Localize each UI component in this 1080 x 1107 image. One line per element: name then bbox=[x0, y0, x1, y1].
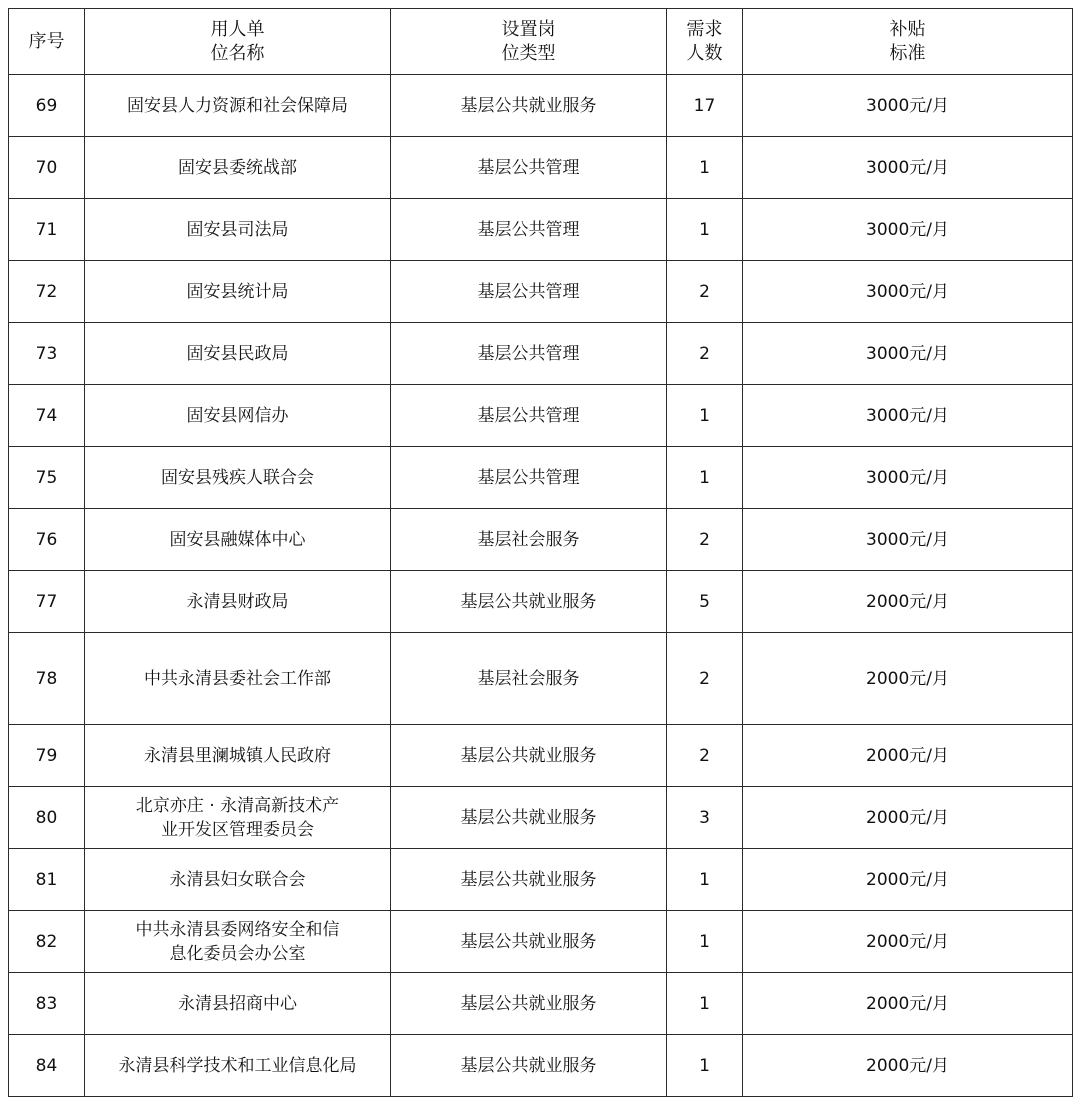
employer-name-cell: 固安县民政局 bbox=[85, 323, 391, 385]
employer-name-cell: 永清县财政局 bbox=[85, 571, 391, 633]
employer-name-cell: 固安县残疾人联合会 bbox=[85, 447, 391, 509]
table-row bbox=[9, 787, 1073, 849]
headcount-cell: 1 bbox=[667, 137, 743, 199]
position-type-cell: 基层公共就业服务 bbox=[391, 725, 667, 787]
serial-number-cell: 70 bbox=[9, 137, 85, 199]
header-position-type: 设置岗 位类型 bbox=[391, 9, 667, 75]
serial-number-cell: 69 bbox=[9, 75, 85, 137]
position-type-cell: 基层公共就业服务 bbox=[391, 1035, 667, 1097]
employer-name-cell: 固安县融媒体中心 bbox=[85, 509, 391, 571]
serial-number-cell: 75 bbox=[9, 447, 85, 509]
subsidy-cell: 2000元/月 bbox=[743, 973, 1073, 1035]
employer-name-cell: 中共永清县委网络安全和信 息化委员会办公室 bbox=[85, 911, 391, 973]
subsidy-cell: 2000元/月 bbox=[743, 849, 1073, 911]
header-headcount: 需求 人数 bbox=[667, 9, 743, 75]
serial-number-cell: 71 bbox=[9, 199, 85, 261]
headcount-cell: 2 bbox=[667, 633, 743, 725]
subsidy-cell: 2000元/月 bbox=[743, 633, 1073, 725]
table-row bbox=[9, 1035, 1073, 1097]
subsidy-cell: 2000元/月 bbox=[743, 911, 1073, 973]
position-type-cell: 基层公共管理 bbox=[391, 137, 667, 199]
header-subsidy-standard: 补贴 标准 bbox=[743, 9, 1073, 75]
headcount-cell: 1 bbox=[667, 973, 743, 1035]
serial-number-cell: 81 bbox=[9, 849, 85, 911]
position-type-cell: 基层公共就业服务 bbox=[391, 911, 667, 973]
serial-number-cell: 76 bbox=[9, 509, 85, 571]
header-employer-name: 用人单 位名称 bbox=[85, 9, 391, 75]
table-row bbox=[9, 199, 1073, 261]
job-table-sheet bbox=[8, 8, 1072, 1099]
employer-name-cell: 固安县司法局 bbox=[85, 199, 391, 261]
job-positions-table bbox=[8, 8, 1073, 1097]
subsidy-cell: 3000元/月 bbox=[743, 323, 1073, 385]
serial-number-cell: 80 bbox=[9, 787, 85, 849]
subsidy-cell: 2000元/月 bbox=[743, 571, 1073, 633]
table-row bbox=[9, 385, 1073, 447]
employer-name-cell: 中共永清县委社会工作部 bbox=[85, 633, 391, 725]
subsidy-cell: 3000元/月 bbox=[743, 509, 1073, 571]
serial-number-cell: 78 bbox=[9, 633, 85, 725]
employer-name-cell: 永清县招商中心 bbox=[85, 973, 391, 1035]
headcount-cell: 2 bbox=[667, 509, 743, 571]
table-row bbox=[9, 849, 1073, 911]
table-row bbox=[9, 911, 1073, 973]
table-row bbox=[9, 509, 1073, 571]
position-type-cell: 基层公共管理 bbox=[391, 385, 667, 447]
employer-name-cell: 永清县妇女联合会 bbox=[85, 849, 391, 911]
headcount-cell: 1 bbox=[667, 447, 743, 509]
position-type-cell: 基层公共管理 bbox=[391, 447, 667, 509]
headcount-cell: 1 bbox=[667, 199, 743, 261]
subsidy-cell: 2000元/月 bbox=[743, 787, 1073, 849]
table-row bbox=[9, 261, 1073, 323]
headcount-cell: 3 bbox=[667, 787, 743, 849]
subsidy-cell: 2000元/月 bbox=[743, 725, 1073, 787]
table-row bbox=[9, 633, 1073, 725]
subsidy-cell: 3000元/月 bbox=[743, 199, 1073, 261]
serial-number-cell: 77 bbox=[9, 571, 85, 633]
position-type-cell: 基层公共管理 bbox=[391, 323, 667, 385]
position-type-cell: 基层公共管理 bbox=[391, 199, 667, 261]
employer-name-cell: 永清县里澜城镇人民政府 bbox=[85, 725, 391, 787]
position-type-cell: 基层公共就业服务 bbox=[391, 787, 667, 849]
position-type-cell: 基层社会服务 bbox=[391, 509, 667, 571]
serial-number-cell: 72 bbox=[9, 261, 85, 323]
employer-name-cell: 北京亦庄 · 永清高新技术产 业开发区管理委员会 bbox=[85, 787, 391, 849]
employer-name-cell: 固安县统计局 bbox=[85, 261, 391, 323]
serial-number-cell: 74 bbox=[9, 385, 85, 447]
serial-number-cell: 84 bbox=[9, 1035, 85, 1097]
position-type-cell: 基层公共就业服务 bbox=[391, 75, 667, 137]
table-row bbox=[9, 137, 1073, 199]
headcount-cell: 1 bbox=[667, 849, 743, 911]
headcount-cell: 2 bbox=[667, 323, 743, 385]
table-row bbox=[9, 75, 1073, 137]
headcount-cell: 17 bbox=[667, 75, 743, 137]
header-serial-number: 序号 bbox=[9, 9, 85, 75]
subsidy-cell: 3000元/月 bbox=[743, 385, 1073, 447]
table-row bbox=[9, 447, 1073, 509]
headcount-cell: 2 bbox=[667, 261, 743, 323]
serial-number-cell: 83 bbox=[9, 973, 85, 1035]
subsidy-cell: 3000元/月 bbox=[743, 261, 1073, 323]
headcount-cell: 2 bbox=[667, 725, 743, 787]
headcount-cell: 1 bbox=[667, 385, 743, 447]
position-type-cell: 基层社会服务 bbox=[391, 633, 667, 725]
subsidy-cell: 3000元/月 bbox=[743, 137, 1073, 199]
headcount-cell: 1 bbox=[667, 911, 743, 973]
employer-name-cell: 固安县委统战部 bbox=[85, 137, 391, 199]
employer-name-cell: 固安县网信办 bbox=[85, 385, 391, 447]
table-row bbox=[9, 973, 1073, 1035]
position-type-cell: 基层公共就业服务 bbox=[391, 973, 667, 1035]
serial-number-cell: 82 bbox=[9, 911, 85, 973]
table-row bbox=[9, 725, 1073, 787]
position-type-cell: 基层公共就业服务 bbox=[391, 571, 667, 633]
serial-number-cell: 79 bbox=[9, 725, 85, 787]
table-header-row bbox=[9, 9, 1073, 75]
employer-name-cell: 固安县人力资源和社会保障局 bbox=[85, 75, 391, 137]
headcount-cell: 5 bbox=[667, 571, 743, 633]
serial-number-cell: 73 bbox=[9, 323, 85, 385]
subsidy-cell: 3000元/月 bbox=[743, 75, 1073, 137]
position-type-cell: 基层公共就业服务 bbox=[391, 849, 667, 911]
table-row bbox=[9, 323, 1073, 385]
headcount-cell: 1 bbox=[667, 1035, 743, 1097]
position-type-cell: 基层公共管理 bbox=[391, 261, 667, 323]
subsidy-cell: 2000元/月 bbox=[743, 1035, 1073, 1097]
table-row bbox=[9, 571, 1073, 633]
subsidy-cell: 3000元/月 bbox=[743, 447, 1073, 509]
employer-name-cell: 永清县科学技术和工业信息化局 bbox=[85, 1035, 391, 1097]
